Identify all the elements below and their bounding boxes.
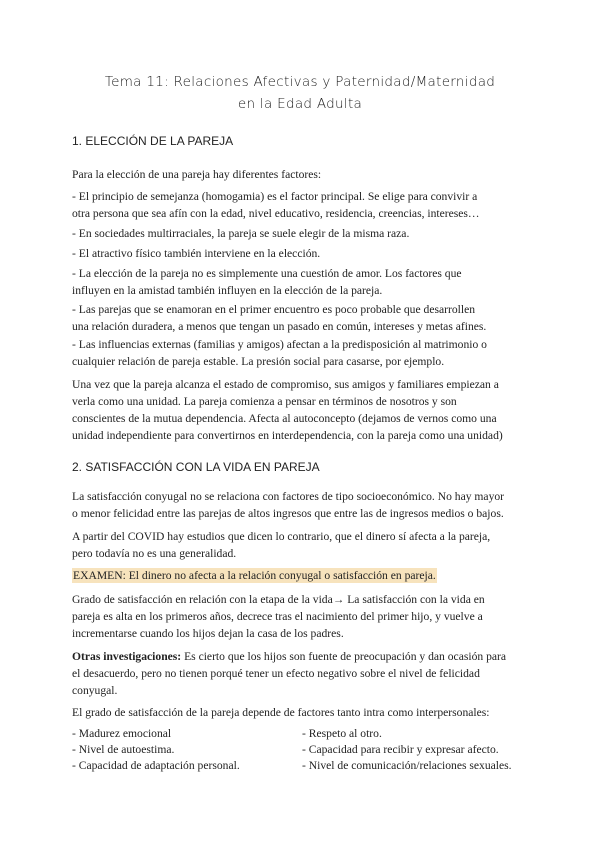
paragraph-line: pero todavía no es una generalidad. [72,547,237,560]
otras-text: Es cierto que los hijos son fuente de preocupación y dan ocasión para [181,650,507,663]
section-1-intro: Para la elección de una pareja hay diferentes factores: [72,168,322,181]
list-item [72,265,532,299]
factors-right-column [302,726,512,774]
list-item: - Respeto al otro. [302,727,382,740]
list-item-line: - La elección de la pareja no es simplemente una cuestión de amor. Los factores que [72,267,462,280]
list-item [72,188,532,222]
list-item-line: - Las parejas que se enamoran en el primer encuentro es poco probable que desarrollen [72,303,476,316]
paragraph-line: La satisfacción conyugal no se relaciona con factores de tipo socioeconómico. No hay mayor [72,490,505,503]
paragraph-line: Una vez que la pareja alcanza el estado de compromiso, sus amigos y familiares empiezan a [72,378,499,391]
paragraph-line: conyugal. [72,684,118,697]
exam-highlight: EXAMEN: El dinero no afecta a la relación conyugal o satisfacción en pareja. [73,569,436,582]
otras-label: Otras investigaciones: [72,650,182,663]
factors-intro: El grado de satisfacción de la pareja depende de factores tanto intra como interpersonales: [72,706,490,719]
exam-note [72,567,532,584]
paragraph-line: o menor felicidad entre las parejas de altos ingresos que entre las de ingresos medios o bajos. [72,507,504,520]
list-item-line: una relación duradera, a menos que tengan un pasado en común, intereses y metas afines. [72,320,487,333]
paragraph-line: conscientes de la mutua dependencia. Afecta al autoconcepto (dejamos de vernos como una [72,412,497,425]
list-item-line: - El atractivo físico también interviene en la elección. [72,247,321,260]
list-item: - Nivel de autoestima. [72,743,175,756]
title-line-1: Tema 11: Relaciones Afectivas y Paternidad/Maternidad [104,74,496,90]
list-item-line: - Las influencias externas (familias y amigos) afectan a la predisposición al matrimonio o [72,338,487,351]
list-item-line: - El principio de semejanza (homogamia) es el factor principal. Se elige para convivir a [72,190,478,203]
list-item [72,245,532,262]
list-item-line: cualquier relación de pareja estable. La presión social para casarse, por ejemplo. [72,355,445,368]
section-2-paragraph-3 [72,591,532,642]
section-1-heading: 1. ELECCIÓN DE LA PAREJA [72,134,234,148]
list-item: - Madurez emocional [72,727,172,740]
paragraph-line: incrementarse cuando los hijos dejan la casa de los padres. [72,627,344,640]
list-item: - Nivel de comunicación/relaciones sexuales. [302,759,512,772]
section-2-paragraph-2 [72,528,532,562]
list-item: - Capacidad para recibir y expresar afecto. [302,743,499,756]
paragraph-line [72,648,532,665]
section-2-paragraph-1 [72,488,532,522]
paragraph-line: unidad independiente para convertirnos en interdependencia, con la pareja como una unidad) [72,429,503,442]
paragraph-line: pareja es alta en los primeros años, decrece tras el nacimiento del primer hijo, y vuelve a [72,610,483,623]
list-item-line: - En sociedades multirraciales, la pareja se suele elegir de la misma raza. [72,227,410,240]
paragraph-line: verla como una unidad. La pareja comienza a pensar en términos de nosotros y son [72,395,457,408]
list-item [72,225,532,242]
list-item: - Capacidad de adaptación personal. [72,759,240,772]
list-item-line: influyen en la amistad también influyen en la elección de la pareja. [72,284,383,297]
list-item [72,301,532,335]
factors-left-column [72,726,240,774]
paragraph-line: A partir del COVID hay estudios que dicen lo contrario, que el dinero sí afecta a la pareja, [72,530,491,543]
paragraph-line: Grado de satisfacción en relación con la etapa de la vida→ La satisfacción con la vida en [72,593,485,606]
list-item-line: otra persona que sea afín con la edad, nivel educativo, residencia, creencias, intereses… [72,207,480,220]
paragraph-line: el desacuerdo, pero no tienen porqué tener un efecto negativo sobre el nivel de felicidad [72,667,480,680]
section-2-heading: 2. SATISFACCIÓN CON LA VIDA EN PAREJA [72,460,320,474]
otras-investigaciones [72,648,532,699]
section-1-closing [72,376,532,444]
title-line-2: en la Edad Adulta [237,96,363,112]
list-item [72,336,532,370]
